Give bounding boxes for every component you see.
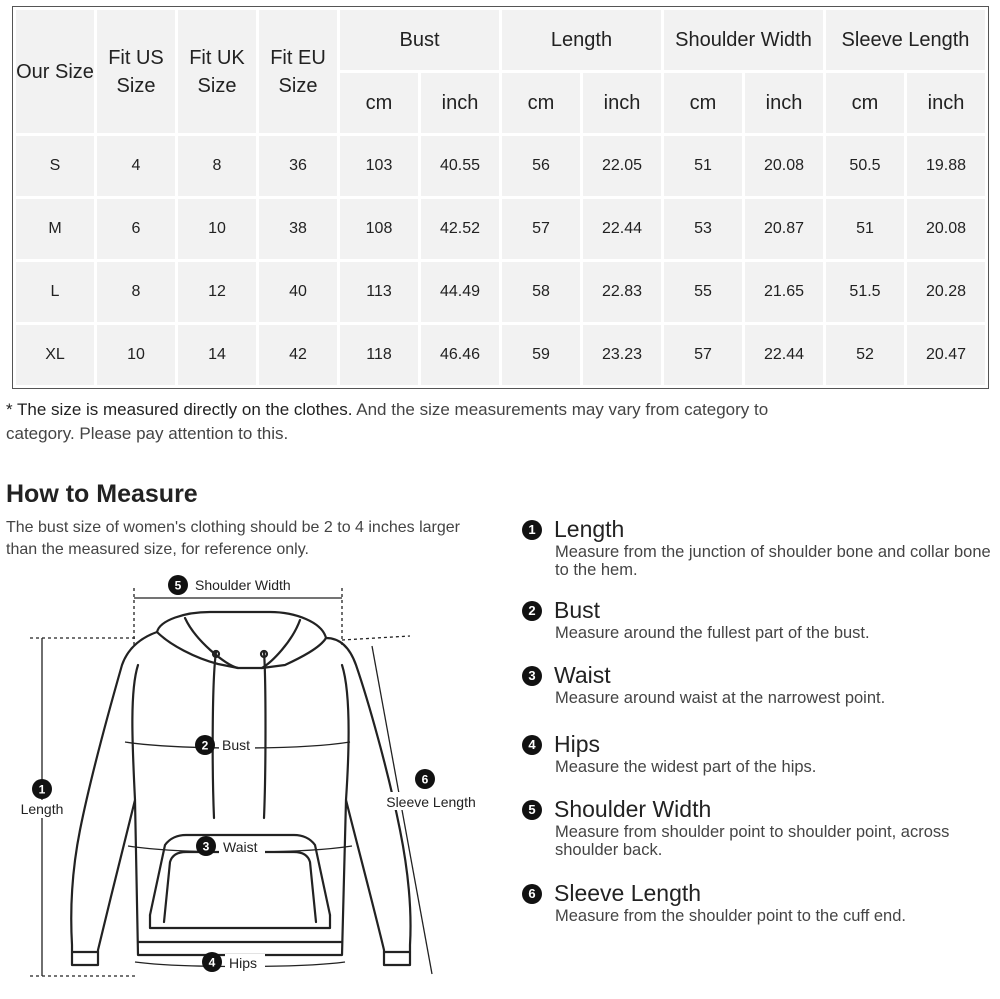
- unit-inch: inch: [421, 73, 499, 133]
- table-cell: 113: [340, 262, 418, 322]
- number-badge: 2: [522, 601, 542, 621]
- unit-cm: cm: [502, 73, 580, 133]
- table-cell: 20.08: [907, 199, 985, 259]
- table-cell: 20.08: [745, 136, 823, 196]
- instruction-desc: Measure from the shoulder point to the cuff end.: [555, 907, 906, 925]
- unit-inch: inch: [745, 73, 823, 133]
- table-cell: 51.5: [826, 262, 904, 322]
- number-badge: 4: [522, 735, 542, 755]
- unit-inch: inch: [907, 73, 985, 133]
- table-cell: 20.47: [907, 325, 985, 385]
- instruction-length: [522, 516, 997, 579]
- table-cell: 20.87: [745, 199, 823, 259]
- table-cell: 14: [178, 325, 256, 385]
- table-row: [16, 262, 985, 322]
- header-sleeve-length: Sleeve Length: [826, 10, 985, 70]
- table-cell: 38: [259, 199, 337, 259]
- badge-3: 3: [202, 839, 210, 854]
- how-to-measure-title: How to Measure: [6, 480, 198, 508]
- number-badge: 1: [522, 520, 542, 540]
- instruction-desc: Measure around waist at the narrowest point.: [555, 689, 886, 707]
- hips-marker: [202, 952, 265, 972]
- instruction-waist: [522, 662, 997, 707]
- header-our-size: Our Size: [16, 10, 94, 133]
- header-fit-eu: Fit EU Size: [259, 10, 337, 133]
- instruction-desc: Measure from the junction of shoulder bone and collar bone to the hem.: [555, 543, 991, 579]
- table-cell: 108: [340, 199, 418, 259]
- table-cell: 10: [97, 325, 175, 385]
- table-cell: 42.52: [421, 199, 499, 259]
- instruction-bust: [522, 597, 997, 642]
- table-cell: 22.83: [583, 262, 661, 322]
- label-hips: Hips: [229, 955, 258, 971]
- header-fit-uk: Fit UK Size: [178, 10, 256, 133]
- table-cell: L: [16, 262, 94, 322]
- number-badge: 5: [522, 800, 542, 820]
- unit-cm: cm: [340, 73, 418, 133]
- bust-marker: [195, 735, 255, 755]
- badge-2: 2: [201, 738, 209, 753]
- table-cell: 40: [259, 262, 337, 322]
- unit-cm: cm: [826, 73, 904, 133]
- table-cell: 51: [664, 136, 742, 196]
- instruction-hips: [522, 731, 997, 776]
- label-waist: Waist: [223, 839, 258, 855]
- table-cell: 44.49: [421, 262, 499, 322]
- table-cell: 55: [664, 262, 742, 322]
- table-row: [16, 199, 985, 259]
- table-cell: 12: [178, 262, 256, 322]
- size-note-bold: * The size is measured directly on the clothes.: [6, 400, 353, 419]
- table-cell: 118: [340, 325, 418, 385]
- table-cell: M: [16, 199, 94, 259]
- header-bust: Bust: [340, 10, 499, 70]
- size-chart-table: [12, 6, 989, 389]
- instruction-desc: Measure from shoulder point to shoulder point, across shoulder back.: [555, 823, 950, 859]
- size-note-text: And the size measurements may vary from category to category. Please pay attention to this.: [6, 400, 769, 443]
- table-cell: 103: [340, 136, 418, 196]
- table-cell: 6: [97, 199, 175, 259]
- instruction-shoulder-width: [522, 796, 997, 859]
- table-cell: 57: [664, 325, 742, 385]
- instruction-title: Shoulder Width: [554, 796, 712, 822]
- instruction-title: Waist: [554, 662, 611, 688]
- header-fit-us: Fit US Size: [97, 10, 175, 133]
- table-cell: 22.44: [583, 199, 661, 259]
- label-shoulder-width: Shoulder Width: [195, 577, 291, 593]
- table-cell: 10: [178, 199, 256, 259]
- table-cell: 8: [97, 262, 175, 322]
- table-cell: 46.46: [421, 325, 499, 385]
- table-cell: 56: [502, 136, 580, 196]
- how-to-measure-intro: The bust size of women's clothing should be 2 to 4 inches larger than the measured size, for reference only.: [6, 519, 460, 558]
- table-cell: 51: [826, 199, 904, 259]
- table-cell: 23.23: [583, 325, 661, 385]
- label-length: Length: [20, 801, 64, 817]
- unit-inch: inch: [583, 73, 661, 133]
- badge-6: 6: [421, 772, 429, 787]
- instruction-title: Hips: [554, 731, 601, 757]
- table-cell: 59: [502, 325, 580, 385]
- table-cell: 58: [502, 262, 580, 322]
- table-cell: 40.55: [421, 136, 499, 196]
- table-row: [16, 325, 985, 385]
- table-cell: 42: [259, 325, 337, 385]
- instruction-title: Sleeve Length: [554, 880, 702, 906]
- badge-4: 4: [208, 955, 216, 970]
- badge-5: 5: [174, 578, 182, 593]
- table-cell: 8: [178, 136, 256, 196]
- size-note: [6, 398, 796, 446]
- badge-1: 1: [38, 782, 46, 797]
- waist-marker: [196, 836, 265, 856]
- table-cell: 52: [826, 325, 904, 385]
- table-cell: 53: [664, 199, 742, 259]
- header-length: Length: [502, 10, 661, 70]
- table-cell: 50.5: [826, 136, 904, 196]
- table-row: [16, 136, 985, 196]
- instruction-desc: Measure around the fullest part of the bust.: [555, 624, 870, 642]
- shoulder-width-marker: [168, 575, 291, 595]
- table-cell: 57: [502, 199, 580, 259]
- label-sleeve-length: Sleeve Length: [386, 794, 476, 810]
- table-cell: 22.05: [583, 136, 661, 196]
- header-shoulder-width: Shoulder Width: [664, 10, 823, 70]
- table-cell: 4: [97, 136, 175, 196]
- instruction-title: Length: [554, 516, 625, 542]
- hoodie-measure-diagram: [0, 570, 500, 990]
- number-badge: 6: [522, 884, 542, 904]
- table-cell: 21.65: [745, 262, 823, 322]
- table-cell: 36: [259, 136, 337, 196]
- unit-cm: cm: [664, 73, 742, 133]
- table-cell: S: [16, 136, 94, 196]
- table-cell: XL: [16, 325, 94, 385]
- table-cell: 20.28: [907, 262, 985, 322]
- instruction-title: Bust: [554, 597, 601, 623]
- hoodie-outline: [71, 612, 410, 965]
- table-cell: 22.44: [745, 325, 823, 385]
- label-bust: Bust: [222, 737, 251, 753]
- instruction-sleeve-length: [522, 880, 997, 925]
- number-badge: 3: [522, 666, 542, 686]
- length-marker: [14, 779, 70, 818]
- table-cell: 19.88: [907, 136, 985, 196]
- instruction-desc: Measure the widest part of the hips.: [555, 758, 817, 776]
